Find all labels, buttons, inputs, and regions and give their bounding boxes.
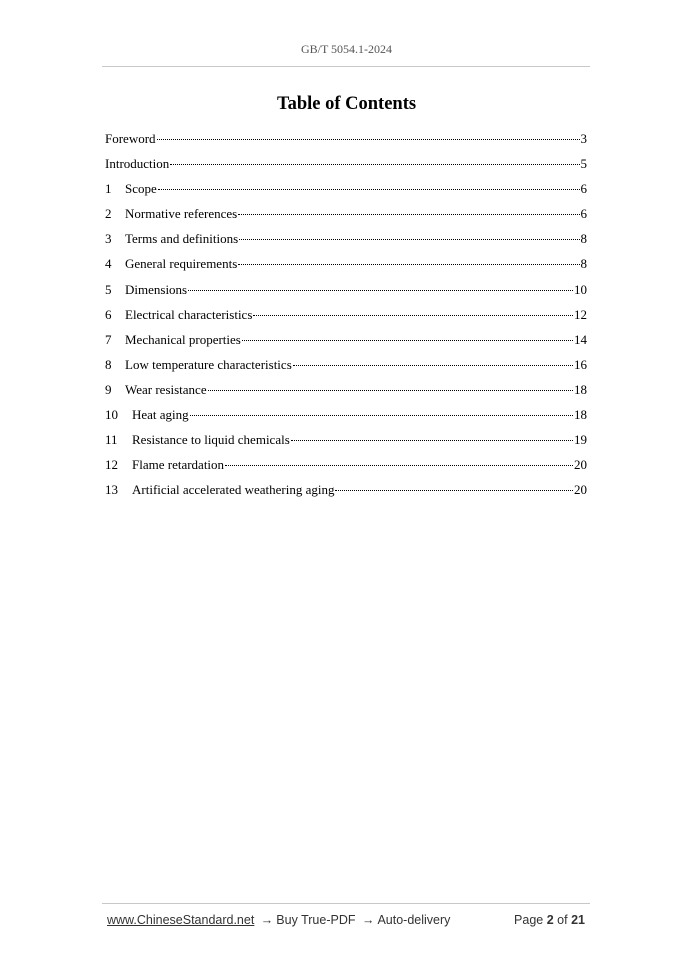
toc-entry-heat-aging[interactable] — [105, 406, 587, 431]
toc-entry-number: 4 — [105, 256, 112, 272]
running-header: GB/T 5054.1-2024 — [300, 42, 393, 56]
toc-entry-text: Artificial accelerated weathering aging — [132, 482, 335, 498]
toc-entry-number: 2 — [105, 206, 112, 222]
buy-pdf-text: Buy True-PDF — [276, 913, 356, 927]
toc-entry-page: 12 — [574, 306, 587, 322]
toc-entry-wear-resistance[interactable] — [105, 381, 587, 406]
toc-entry-text: General requirements — [125, 256, 238, 272]
toc-entry-text: Introduction — [105, 156, 170, 172]
toc-dot-leader — [293, 365, 573, 366]
page-label: Page — [514, 913, 544, 927]
toc-entry-text: Wear resistance — [125, 381, 207, 397]
toc-entry-page: 18 — [574, 381, 587, 397]
toc-entry-text: Normative references — [125, 206, 238, 222]
arrow-right-icon: → — [260, 913, 274, 927]
toc-entry-number: 3 — [105, 231, 112, 247]
toc-entry-text: Mechanical properties — [125, 331, 241, 347]
page-current: 2 — [546, 913, 554, 927]
toc-entry-page: 14 — [574, 331, 587, 347]
toc-entry-text: Terms and definitions — [125, 231, 239, 247]
toc-entry-text: Scope — [125, 181, 157, 197]
toc-dot-leader — [335, 490, 573, 491]
toc-entry-page: 8 — [580, 231, 587, 247]
toc-entry-number: 7 — [105, 331, 112, 347]
toc-dot-leader — [190, 415, 573, 416]
toc-entry-page: 8 — [580, 256, 587, 272]
toc-entry-text: Flame retardation — [132, 457, 225, 473]
toc-entry-dimensions[interactable] — [105, 281, 587, 306]
footer-promo — [107, 913, 450, 927]
toc-entry-text: Dimensions — [125, 281, 188, 297]
toc-entry-foreword[interactable] — [105, 130, 587, 155]
toc-entry-page: 18 — [574, 407, 587, 423]
toc-entry-page: 19 — [574, 432, 587, 448]
toc-entry-page: 6 — [580, 206, 587, 222]
toc-entry-number: 10 — [105, 407, 118, 423]
toc-entry-page: 3 — [580, 131, 587, 146]
toc-entry-number: 5 — [105, 281, 112, 297]
toc-dot-leader — [239, 239, 579, 240]
toc-entry-normative-references[interactable] — [105, 205, 587, 230]
toc-entry-text: Low temperature characteristics — [125, 356, 292, 372]
toc-dot-leader — [238, 264, 579, 265]
toc-dot-leader — [238, 214, 579, 215]
toc-entry-terms-and-definitions[interactable] — [105, 230, 587, 255]
toc-entry-page: 10 — [574, 281, 587, 297]
page-total: 21 — [571, 913, 585, 927]
toc-entry-text: Heat aging — [132, 407, 189, 423]
toc-dot-leader — [157, 139, 580, 140]
toc-dot-leader — [188, 290, 573, 291]
toc-dot-leader — [242, 340, 573, 341]
toc-entry-page: 5 — [580, 156, 587, 172]
toc-dot-leader — [225, 465, 573, 466]
toc-entry-number: 6 — [105, 306, 112, 322]
toc-title: Table of Contents — [276, 94, 417, 114]
page-indicator — [514, 913, 585, 927]
toc-entry-text: Electrical characteristics — [125, 306, 253, 322]
toc-entry-text: Foreword — [105, 131, 156, 146]
toc-entry-text: Resistance to liquid chemicals — [132, 432, 290, 448]
toc-dot-leader — [158, 189, 580, 190]
auto-delivery-text: Auto-delivery — [377, 913, 451, 927]
toc-dot-leader — [170, 164, 579, 165]
toc-entry-resistance-to-liquid-chemicals[interactable] — [105, 431, 587, 456]
toc-entry-page: 20 — [574, 482, 587, 498]
toc-entry-number: 12 — [105, 457, 118, 473]
toc-dot-leader — [253, 315, 573, 316]
toc-list — [105, 130, 587, 506]
toc-entry-number: 1 — [105, 181, 112, 197]
toc-entry-mechanical-properties[interactable] — [105, 331, 587, 356]
page-of: of — [557, 913, 568, 927]
toc-entry-number: 11 — [105, 432, 118, 448]
toc-entry-page: 16 — [574, 356, 587, 372]
toc-entry-page: 20 — [574, 457, 587, 473]
toc-entry-general-requirements[interactable] — [105, 255, 587, 280]
arrow-right-icon: → — [361, 913, 375, 927]
site-link[interactable]: www.ChineseStandard.net — [107, 913, 255, 927]
toc-dot-leader — [291, 440, 573, 441]
header-divider — [102, 66, 590, 67]
toc-entry-electrical-characteristics[interactable] — [105, 306, 587, 331]
toc-entry-number: 9 — [105, 381, 112, 397]
toc-entry-low-temperature-characteristics[interactable] — [105, 356, 587, 381]
toc-entry-page: 6 — [580, 181, 587, 197]
page-footer — [107, 913, 585, 927]
toc-dot-leader — [208, 390, 573, 391]
toc-entry-scope[interactable] — [105, 180, 587, 205]
toc-entry-flame-retardation[interactable] — [105, 456, 587, 481]
footer-divider — [102, 903, 590, 904]
toc-entry-number: 13 — [105, 482, 118, 498]
toc-entry-introduction[interactable] — [105, 155, 587, 180]
toc-entry-artificial-accelerated-weathering-aging[interactable] — [105, 481, 587, 506]
toc-entry-number: 8 — [105, 356, 112, 372]
